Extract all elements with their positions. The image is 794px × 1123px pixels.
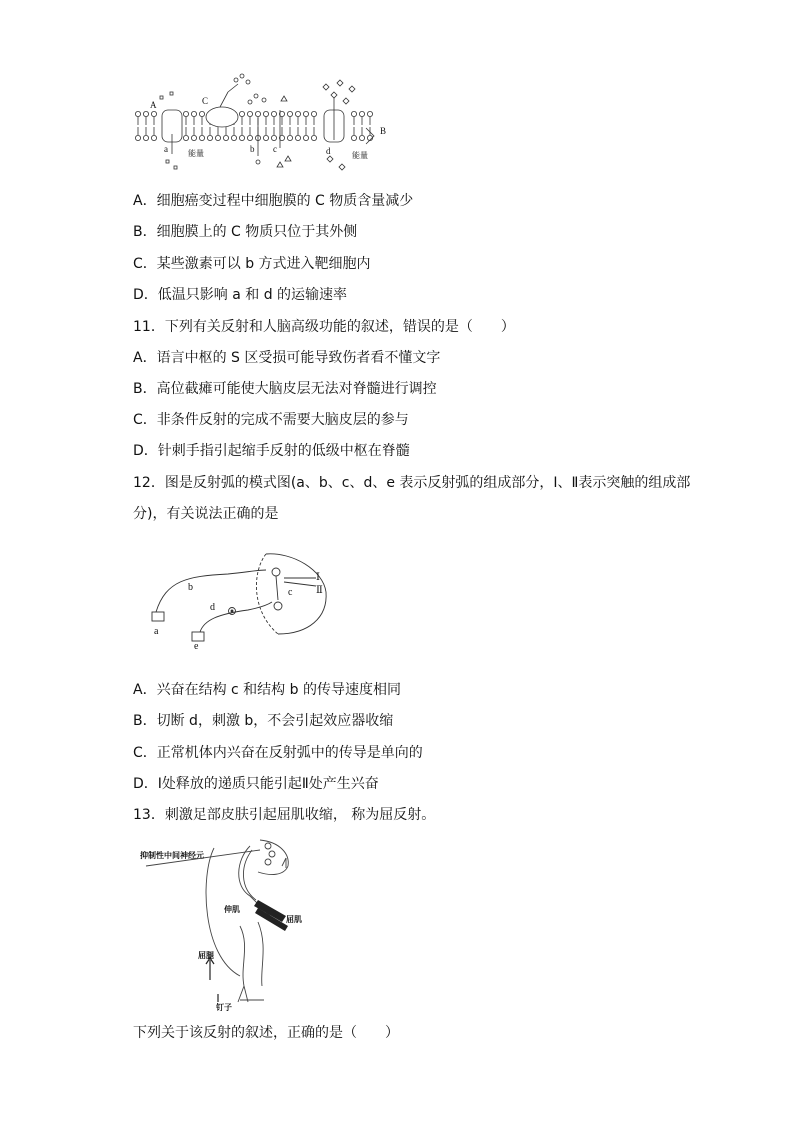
lipid-head <box>223 135 228 140</box>
fig2-label-b: b <box>188 582 193 593</box>
fig2-label-e: e <box>194 641 199 650</box>
lipid-head <box>359 111 364 116</box>
lipid-head <box>287 135 292 140</box>
lipid-head <box>151 135 156 140</box>
fig1-energy-left: 能量 <box>188 149 204 158</box>
q11-option-c: C．非条件反射的完成不需要大脑皮层的参与 <box>133 412 409 428</box>
lipid-head <box>135 111 140 116</box>
lipid-head <box>143 111 148 116</box>
fig2-label-a: a <box>154 626 159 637</box>
lipid-head <box>239 111 244 116</box>
lipid-head <box>183 135 188 140</box>
fig1-label-A: A <box>150 100 157 110</box>
lipid-head <box>311 111 316 116</box>
q12-option-c: C．正常机体内兴奋在反射弧中的传导是单向的 <box>133 745 423 761</box>
q12-option-d: D．Ⅰ处释放的递质只能引起Ⅱ处产生兴奋 <box>133 776 379 792</box>
q10-option-a: A．细胞癌变过程中细胞膜的 C 物质含量减少 <box>133 193 414 209</box>
lipid-head <box>231 135 236 140</box>
q12-stem-line1: 12．图是反射弧的模式图(a、b、c、d、e 表示反射弧的组成部分，Ⅰ、Ⅱ表示突触的组成部 <box>133 475 691 491</box>
q11-option-a: A．语言中枢的 S 区受损可能导致伤者看不懂文字 <box>133 350 441 366</box>
lipid-head <box>295 135 300 140</box>
reflex-arc-figure <box>148 550 338 650</box>
fig1-label-B: B <box>380 126 387 136</box>
q11-option-b: B．高位截瘫可能使大脑皮层无法对脊髓进行调控 <box>133 381 437 397</box>
fig1-label-b: b <box>250 144 255 154</box>
lipid-head <box>351 111 356 116</box>
lipid-head <box>135 135 140 140</box>
q10-option-d: D．低温只影响 a 和 d 的运输速率 <box>133 287 348 303</box>
q12-option-a: A．兴奋在结构 c 和结构 b 的传导速度相同 <box>133 682 401 698</box>
lipid-head <box>287 111 292 116</box>
fig1-label-a: a <box>164 144 168 154</box>
fig1-label-c: c <box>273 144 277 154</box>
q12-stem-line2: 分)，有关说法正确的是 <box>133 506 279 522</box>
lipid-head <box>247 111 252 116</box>
lipid-head <box>199 135 204 140</box>
lipid-head <box>311 135 316 140</box>
lipid-head <box>303 111 308 116</box>
q11-stem: 11．下列有关反射和人脑高级功能的叙述，错误的是（ ） <box>133 319 515 335</box>
lipid-head <box>143 135 148 140</box>
lipid-head <box>215 135 220 140</box>
lipid-head <box>367 111 372 116</box>
lipid-head <box>303 135 308 140</box>
flexor-reflex-figure <box>140 836 310 1011</box>
q13-stem: 13．刺激足部皮肤引起屈肌收缩， 称为屈反射。 <box>133 807 436 823</box>
fig3-label-extensor: 伸肌 <box>224 905 240 914</box>
lipid-head <box>271 111 276 116</box>
lipid-head <box>263 111 268 116</box>
q10-option-c: C．某些激素可以 b 方式进入靶细胞内 <box>133 256 371 272</box>
q12-option-b: B．切断 d，刺激 b，不会引起效应器收缩 <box>133 713 394 729</box>
lipid-head <box>191 111 196 116</box>
fig3-label-bend: 屈腿 <box>198 951 214 960</box>
lipid-head <box>183 111 188 116</box>
membrane-transport-figure <box>130 70 400 175</box>
lipid-head <box>199 111 204 116</box>
fig1-label-d: d <box>326 146 331 156</box>
lipid-head <box>207 135 212 140</box>
fig3-label-interneuron: 抑制性中间神经元 <box>140 851 204 860</box>
lipid-head <box>255 111 260 116</box>
q13-question: 下列关于该反射的叙述，正确的是（ ） <box>133 1025 399 1041</box>
lipid-head <box>359 135 364 140</box>
q11-option-d: D．针刺手指引起缩手反射的低级中枢在脊髓 <box>133 443 410 459</box>
lipid-head <box>295 111 300 116</box>
lipid-head <box>263 135 268 140</box>
fig2-label-II: Ⅱ <box>316 585 323 596</box>
fig2-label-c: c <box>288 587 293 598</box>
fig3-label-flexor: 屈肌 <box>286 915 302 924</box>
lipid-head <box>239 135 244 140</box>
fig2-label-I: Ⅰ <box>316 572 320 583</box>
lipid-head <box>191 135 196 140</box>
fig3-label-nail: 钉子 <box>216 1003 232 1011</box>
lipid-head <box>151 111 156 116</box>
q10-option-b: B．细胞膜上的 C 物质只位于其外侧 <box>133 224 358 240</box>
lipid-head <box>247 135 252 140</box>
lipid-head <box>351 135 356 140</box>
fig1-energy-right: 能量 <box>352 151 368 160</box>
fig1-label-C: C <box>202 96 209 106</box>
fig2-label-d: d <box>210 602 215 613</box>
lipid-head <box>271 135 276 140</box>
